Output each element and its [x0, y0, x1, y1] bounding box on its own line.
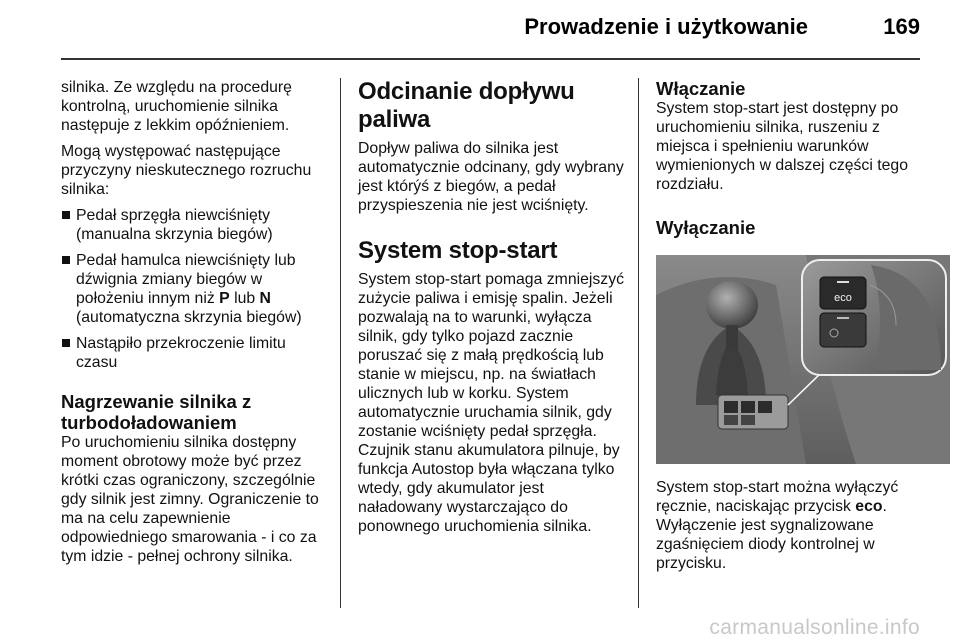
paragraph-stop-start: System stop-start pomaga zmniejszyć zużycie paliwa i emisję spalin. Jeżeli pozwalają na to warunki, wyłącza silnik, gdy tylko pojazd zacznie poruszać się z małą prędkością lub stanie w miejscu, np. na światłach ulicznych lub w korku. System automatycznie uruchamia silnik, gdy zostanie wciśnięty pedał sprzęgła. Czujnik stanu akumulatora pilnuje, by funkcja Autostop była włączana tylko wtedy, gdy akumulator jest naładowany wystarczająco do ponownego uruchomienia silnika. [358, 271, 625, 535]
gear-p-symbol: P [219, 290, 230, 307]
gear-n-symbol: N [259, 290, 271, 307]
watermark-text: carmanualsonline.info [709, 616, 920, 639]
section-heading-fuel-cutoff: Odcinanie dopływu paliwa [358, 78, 575, 133]
paragraph-causes: Mogą występować następujące przyczyny nieskutecznego rozruchu silnika: [61, 143, 312, 198]
column-middle [358, 78, 626, 543]
paragraph-disable: System stop-start można wyłączyć ręcznie, naciskając przycisk eco. Wyłączenie jest sygnalizowane zgaśnięciem diody kontrolnej w przycisku. [656, 479, 899, 572]
eco-button-name: eco [855, 498, 883, 515]
section-heading-turbo: Nagrzewanie silnika z turbodoładowaniem [61, 391, 252, 433]
paragraph-enable: System stop-start jest dostępny po uruchomieniu silnika, ruszeniu z miejsca i spełnieniu warunków wymienionych w dalszej części tego rozdziału. [656, 100, 908, 193]
bullet-square-icon [62, 256, 70, 264]
paragraph-turbo: Po uruchomieniu silnika dostępny moment obrotowy może być przez krótki czas ograniczony, szczególnie gdy silnik jest zimny. Ograniczenie to ma na celu zapewnienie odpowiedniego smarowania - i co za tym idzie - pełnej ochrony silnika. [61, 434, 319, 565]
page-header-title: Prowadzenie i użytkowanie [524, 14, 808, 39]
column-divider-2 [638, 78, 639, 608]
bullet-square-icon [62, 339, 70, 347]
section-heading-enable: Włączanie [656, 78, 746, 99]
section-heading-stop-start: System stop-start [358, 237, 558, 264]
causes-list [61, 206, 329, 372]
paragraph-intro: silnika. Ze względu na procedurę kontrolną, uruchomienie silnika następuje z lekkim opóźnieniem. [61, 79, 292, 134]
header-divider [61, 58, 920, 60]
list-item: Pedał hamulca niewciśnięty lub dźwignia zmiany biegów w położeniu innym niż P lub N (automatyczna skrzynia biegów) [61, 251, 329, 327]
paragraph-fuel-cutoff: Dopływ paliwa do silnika jest automatycznie odcinany, gdy wybrany jest którýś z biegów, a pedał przyspieszenia nie jest wciśnięty. [358, 140, 624, 214]
column-left [61, 78, 329, 573]
section-heading-disable: Wyłączanie [656, 217, 756, 238]
page-number: 169 [883, 14, 920, 39]
list-item: Pedał sprzęgła niewciśnięty (manualna skrzynia biegów) [61, 206, 329, 244]
column-divider-1 [340, 78, 341, 608]
column-right [656, 78, 924, 580]
bullet-square-icon [62, 211, 70, 219]
console-eco-button-photo [656, 255, 950, 464]
list-item: Nastąpiło przekroczenie limitu czasu [61, 334, 329, 372]
eco-button-label: eco [834, 292, 852, 304]
